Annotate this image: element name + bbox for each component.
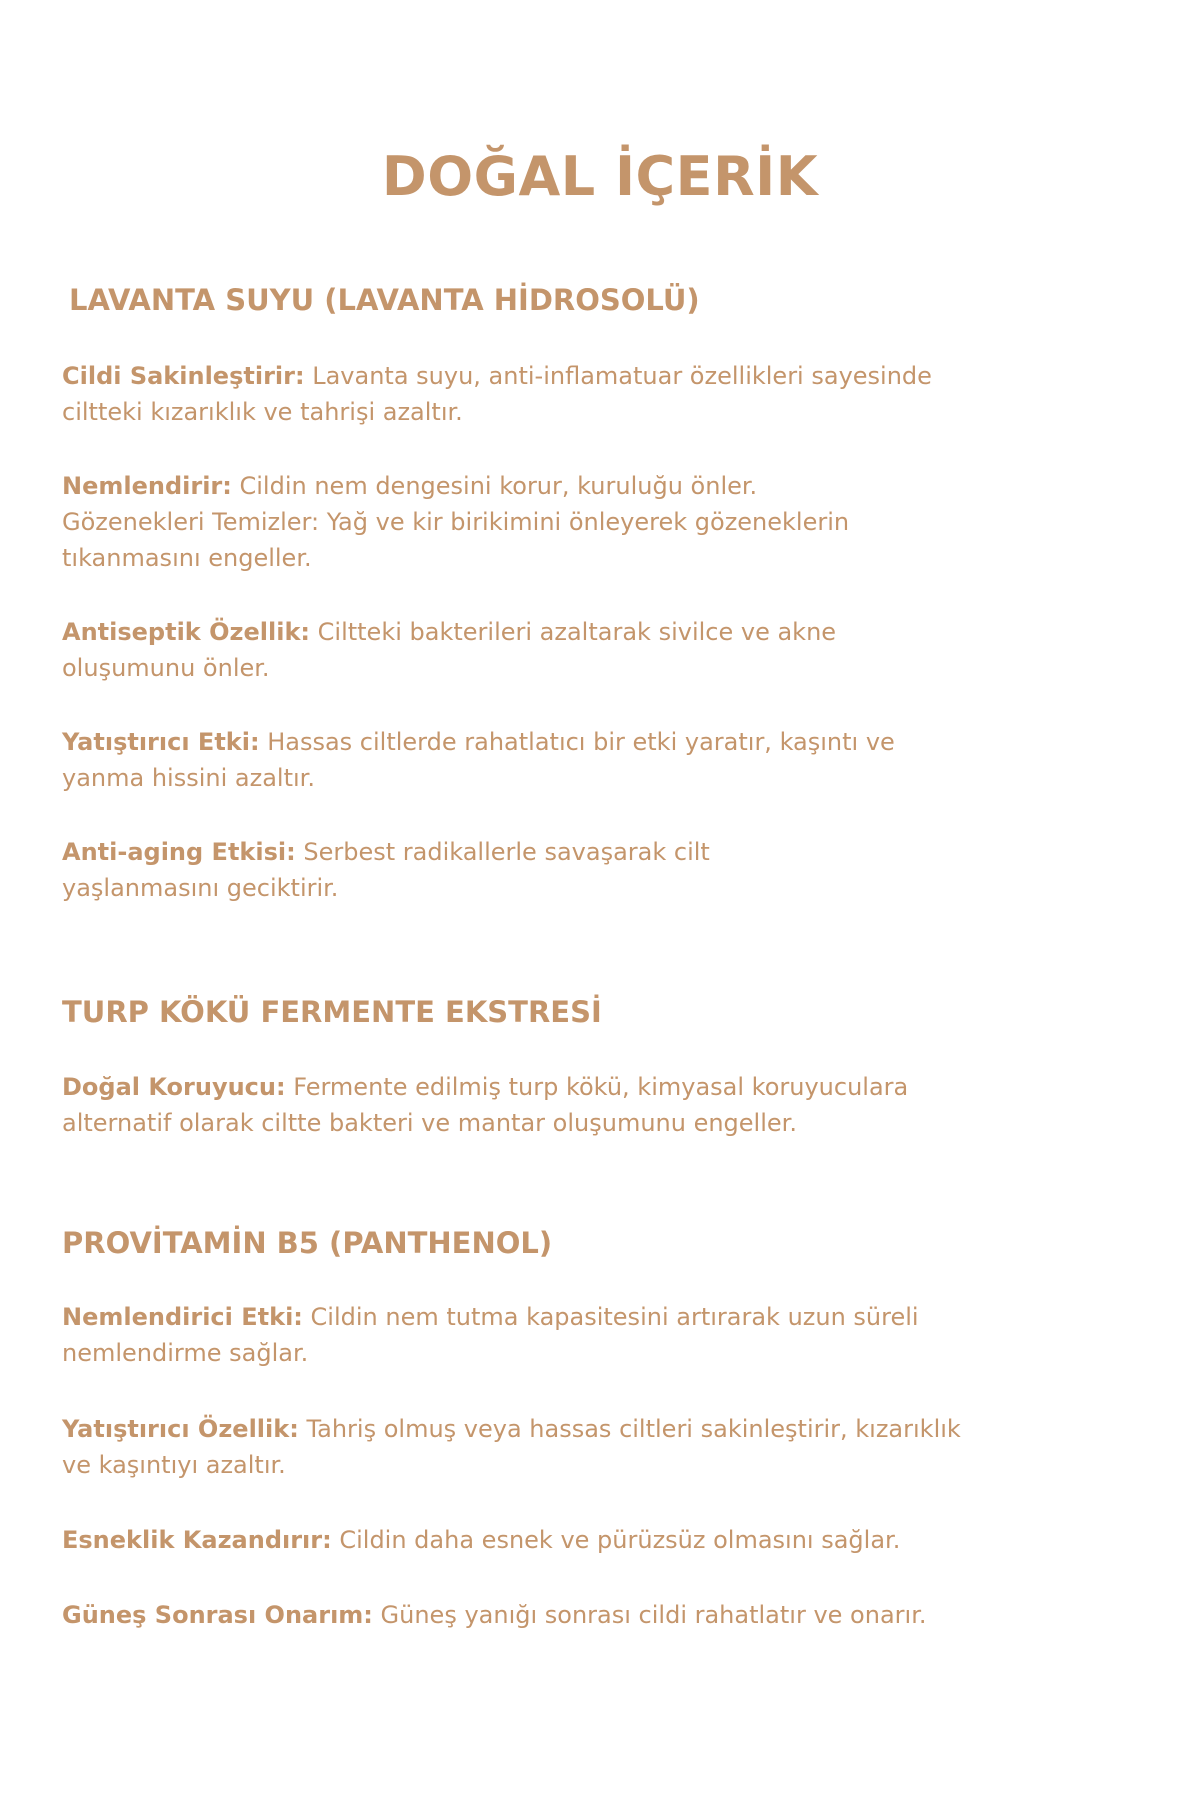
benefit-text: Tahriş olmuş veya hassas ciltleri sakinleştirir, kızarıklık xyxy=(298,1415,961,1443)
benefit-label: Güneş Sonrası Onarım: xyxy=(62,1601,373,1629)
ingredient-benefit xyxy=(62,614,836,686)
benefit-text: yaşlanmasını geciktirir. xyxy=(62,874,339,902)
ingredient-benefit xyxy=(62,1299,919,1371)
benefit-text: nemlendirme sağlar. xyxy=(62,1339,309,1367)
benefit-text: yanma hissini azaltır. xyxy=(62,764,315,792)
benefit-text: Serbest radikallerle savaşarak cilt xyxy=(295,838,710,866)
benefit-text: Güneş yanığı sonrası cildi rahatlatır ve onarır. xyxy=(372,1601,927,1629)
benefit-text: Fermente edilmiş turp kökü, kimyasal koruyuculara xyxy=(285,1073,909,1101)
benefit-label: Nemlendirir: xyxy=(62,472,232,500)
ingredient-benefit xyxy=(62,468,849,576)
ingredient-benefit xyxy=(62,358,932,430)
page-title: DOĞAL İÇERİK xyxy=(381,145,819,208)
benefit-text: ve kaşıntıyı azaltır. xyxy=(62,1451,286,1479)
benefit-label: Yatıştırıcı Etki: xyxy=(62,728,260,756)
benefit-text: Cildin nem dengesini korur, kuruluğu önler. xyxy=(231,472,758,500)
benefit-text: Ciltteki bakterileri azaltarak sivilce ve akne xyxy=(310,618,837,646)
ingredient-benefit xyxy=(62,1597,927,1633)
benefit-text: ciltteki kızarıklık ve tahrişi azaltır. xyxy=(62,398,463,426)
benefit-label: Cildi Sakinleştirir: xyxy=(62,362,305,390)
benefit-text: Gözenekleri Temizler: Yağ ve kir birikimini önleyerek gözeneklerin xyxy=(62,508,850,536)
benefit-text: tıkanmasını engeller. xyxy=(62,544,312,572)
benefit-label: Nemlendirici Etki: xyxy=(62,1303,303,1331)
benefit-label: Esneklik Kazandırır: xyxy=(62,1526,332,1554)
benefit-text: Lavanta suyu, anti-inflamatuar özellikleri sayesinde xyxy=(304,362,932,390)
ingredient-benefit xyxy=(62,834,710,906)
benefit-text: Hassas ciltlerde rahatlatıcı bir etki yaratır, kaşıntı ve xyxy=(259,728,895,756)
benefit-text: alternatif olarak ciltte bakteri ve mantar oluşumunu engeller. xyxy=(62,1109,797,1137)
section-heading-lavanta: LAVANTA SUYU (LAVANTA HİDROSOLÜ) xyxy=(69,283,700,317)
benefit-label: Antiseptik Özellik: xyxy=(62,618,311,646)
benefit-label: Anti-aging Etkisi: xyxy=(62,838,296,866)
ingredient-benefit xyxy=(62,1522,900,1558)
ingredient-benefit xyxy=(62,1411,961,1483)
benefit-text: oluşumunu önler. xyxy=(62,654,270,682)
section-heading-turp: TURP KÖKÜ FERMENTE EKSTRESİ xyxy=(62,995,602,1029)
benefit-text: Cildin nem tutma kapasitesini artırarak uzun süreli xyxy=(302,1303,919,1331)
benefit-label: Doğal Koruyucu: xyxy=(62,1073,286,1101)
section-heading-provitamin: PROVİTAMİN B5 (PANTHENOL) xyxy=(62,1226,553,1260)
benefit-text: Cildin daha esnek ve pürüzsüz olmasını sağlar. xyxy=(331,1526,901,1554)
benefit-label: Yatıştırıcı Özellik: xyxy=(62,1415,299,1443)
ingredient-benefit xyxy=(62,1069,908,1141)
ingredient-benefit xyxy=(62,724,895,796)
